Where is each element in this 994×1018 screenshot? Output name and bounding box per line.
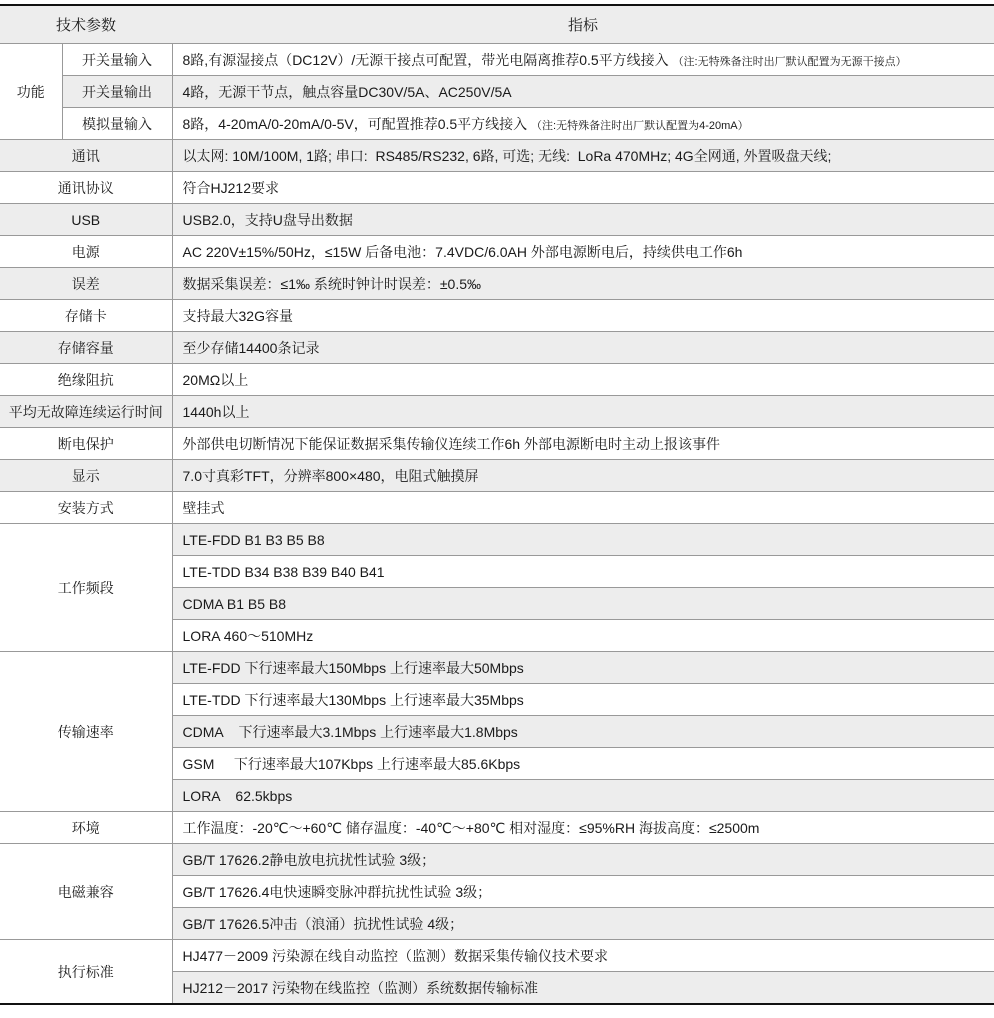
spec-value-cell: LTE-TDD B34 B38 B39 B40 B41 [172, 556, 994, 588]
param-label-cell: 安装方式 [0, 492, 172, 524]
spec-value-cell: LTE-FDD 下行速率最大150Mbps 上行速率最大50Mbps [172, 652, 994, 684]
spec-value-cell [172, 108, 994, 140]
spec-value-cell: GB/T 17626.5冲击（浪涌）抗扰性试验 4级； [172, 908, 994, 940]
table-row [0, 268, 994, 300]
table-row [0, 140, 994, 172]
param-label-cell: USB [0, 204, 172, 236]
table-row [0, 844, 994, 876]
param-label-cell: 环境 [0, 812, 172, 844]
param-label-cell: 显示 [0, 460, 172, 492]
table-row [0, 76, 994, 108]
table-row [0, 108, 994, 140]
spec-value-cell: LTE-TDD 下行速率最大130Mbps 上行速率最大35Mbps [172, 684, 994, 716]
param-label-cell: 开关量输出 [62, 76, 172, 108]
group-cell-transfer-rate: 传输速率 [0, 652, 172, 812]
spec-value-cell: 以太网: 10M/100M, 1路; 串口: RS485/RS232, 6路, 可选; 无线: LoRa 470MHz; 4G全网通, 外置吸盘天线; [172, 140, 994, 172]
group-cell-emc: 电磁兼容 [0, 844, 172, 940]
param-label-cell: 误差 [0, 268, 172, 300]
table-row [0, 428, 994, 460]
param-label-cell: 断电保护 [0, 428, 172, 460]
spec-value-cell: 支持最大32G容量 [172, 300, 994, 332]
spec-value-text: 8路,有源湿接点（DC12V）/无源干接点可配置，带光电隔离推荐0.5平方线接入 [182, 51, 673, 68]
spec-value-cell: GB/T 17626.2静电放电抗扰性试验 3级； [172, 844, 994, 876]
param-label-cell: 平均无故障连续运行时间 [0, 396, 172, 428]
spec-value-cell: GSM 下行速率最大107Kbps 上行速率最大85.6Kbps [172, 748, 994, 780]
table-row [0, 812, 994, 844]
table-header-row [0, 5, 994, 44]
param-label-cell: 绝缘阻抗 [0, 364, 172, 396]
group-cell-standards: 执行标准 [0, 940, 172, 1005]
table-row [0, 172, 994, 204]
param-label-cell: 开关量输入 [62, 44, 172, 76]
header-param: 技术参数 [0, 5, 172, 44]
param-label-cell: 存储容量 [0, 332, 172, 364]
spec-value-cell: 至少存储14400条记录 [172, 332, 994, 364]
group-cell-function: 功能 [0, 44, 62, 140]
param-label-cell: 存储卡 [0, 300, 172, 332]
table-row [0, 44, 994, 76]
spec-table [0, 4, 994, 1005]
param-label-cell: 通讯 [0, 140, 172, 172]
spec-value-cell [172, 44, 994, 76]
table-row [0, 652, 994, 684]
spec-note-text: （注:无特殊备注时出厂默认配置为无源干接点） [672, 55, 907, 68]
spec-value-cell: CDMA 下行速率最大3.1Mbps 上行速率最大1.8Mbps [172, 716, 994, 748]
spec-value-cell: CDMA B1 B5 B8 [172, 588, 994, 620]
group-cell-work-band: 工作频段 [0, 524, 172, 652]
param-label-cell: 模拟量输入 [62, 108, 172, 140]
spec-note-text: （注:无特殊备注时出厂默认配置为4-20mA） [531, 119, 749, 132]
spec-value-cell: 1440h以上 [172, 396, 994, 428]
table-row [0, 460, 994, 492]
table-row [0, 364, 994, 396]
table-row [0, 236, 994, 268]
spec-value-cell: 20MΩ以上 [172, 364, 994, 396]
spec-value-cell: 符合HJ212要求 [172, 172, 994, 204]
header-indicator: 指标 [172, 5, 994, 44]
table-row [0, 332, 994, 364]
spec-value-cell: AC 220V±15%/50Hz，≤15W 后备电池：7.4VDC/6.0AH 外部电源断电后，持续供电工作6h [172, 236, 994, 268]
spec-value-cell: 工作温度：-20℃～+60℃ 储存温度：-40℃～+80℃ 相对湿度：≤95%RH 海拔高度：≤2500m [172, 812, 994, 844]
table-row [0, 204, 994, 236]
spec-value-cell: GB/T 17626.4电快速瞬变脉冲群抗扰性试验 3级； [172, 876, 994, 908]
spec-value-cell: LORA 62.5kbps [172, 780, 994, 812]
spec-value-cell: 数据采集误差：≤1‰ 系统时钟计时误差：±0.5‰ [172, 268, 994, 300]
table-row [0, 940, 994, 972]
spec-value-cell: LORA 460～510MHz [172, 620, 994, 652]
spec-value-cell: HJ212－2017 污染物在线监控（监测）系统数据传输标准 [172, 972, 994, 1005]
spec-value-cell: 4路，无源干节点，触点容量DC30V/5A、AC250V/5A [172, 76, 994, 108]
table-row [0, 396, 994, 428]
spec-value-cell: 7.0寸真彩TFT，分辨率800×480，电阻式触摸屏 [172, 460, 994, 492]
spec-value-text: 8路，4-20mA/0-20mA/0-5V，可配置推荐0.5平方线接入 [182, 115, 532, 132]
table-row [0, 492, 994, 524]
spec-value-cell: 外部供电切断情况下能保证数据采集传输仪连续工作6h 外部电源断电时主动上报该事件 [172, 428, 994, 460]
param-label-cell: 电源 [0, 236, 172, 268]
table-row [0, 300, 994, 332]
param-label-cell: 通讯协议 [0, 172, 172, 204]
spec-value-cell: USB2.0，支持U盘导出数据 [172, 204, 994, 236]
spec-value-cell: LTE-FDD B1 B3 B5 B8 [172, 524, 994, 556]
spec-value-cell: 壁挂式 [172, 492, 994, 524]
spec-value-cell: HJ477－2009 污染源在线自动监控（监测）数据采集传输仪技术要求 [172, 940, 994, 972]
table-row [0, 524, 994, 556]
